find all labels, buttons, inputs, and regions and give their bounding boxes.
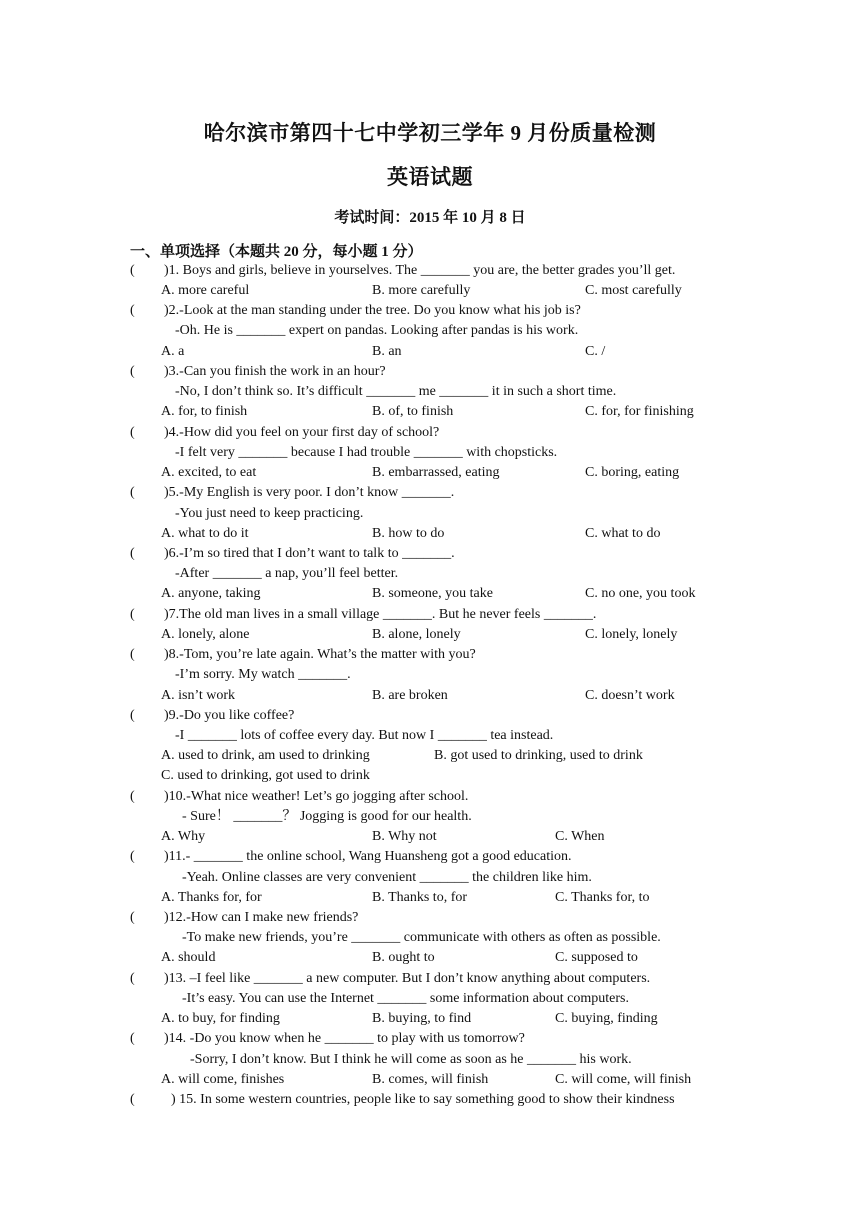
answer-paren: (	[130, 263, 135, 278]
q6-line2: -After _______ a nap, you’ll feel better.	[175, 566, 399, 581]
q11-option-a: A. Thanks for, for	[161, 890, 262, 905]
q7-option-c: C. lonely, lonely	[585, 627, 678, 642]
answer-paren: (	[130, 607, 135, 622]
q13-option-b: B. buying, to find	[372, 1011, 472, 1026]
question-7: )7.The old man lives in a small village _______. But he never feels _______.	[164, 607, 597, 622]
answer-paren: (	[130, 425, 135, 440]
q2-option-a: A. a	[161, 344, 185, 359]
q1-option-b: B. more carefully	[372, 283, 471, 298]
q11-option-c: C. Thanks for, to	[555, 890, 650, 905]
question-8: )8.-Tom, you’re late again. What’s the matter with you?	[164, 647, 476, 662]
question-1: )1. Boys and girls, believe in yourselves. The _______ you are, the better grades you’ll get.	[164, 263, 676, 278]
q5-line2: -You just need to keep practicing.	[175, 506, 364, 521]
q12-line2: -To make new friends, you’re _______ communicate with others as often as possible.	[182, 930, 661, 945]
q12-option-a: A. should	[161, 950, 216, 965]
exam-subject: 英语试题	[387, 165, 473, 189]
exam-time: 考试时间：2015 年 10 月 8 日	[334, 210, 526, 226]
q4-option-b: B. embarrassed, eating	[372, 465, 500, 480]
q4-line2: -I felt very _______ because I had trouble _______ with chopsticks.	[175, 445, 558, 460]
q3-option-c: C. for, for finishing	[585, 404, 694, 419]
q2-line2: -Oh. He is _______ expert on pandas. Looking after pandas is his work.	[175, 323, 579, 338]
q11-option-b: B. Thanks to, for	[372, 890, 468, 905]
q7-option-b: B. alone, lonely	[372, 627, 461, 642]
answer-paren: (	[130, 303, 135, 318]
q9-line2: -I _______ lots of coffee every day. But now I _______ tea instead.	[175, 728, 554, 743]
q14-line2: -Sorry, I don’t know. But I think he will come as soon as he _______ his work.	[190, 1052, 632, 1067]
q11-line2: -Yeah. Online classes are very convenient _______ the children like him.	[182, 870, 592, 885]
question-3: )3.-Can you finish the work in an hour?	[164, 364, 386, 379]
q12-option-c: C. supposed to	[555, 950, 638, 965]
question-9: )9.-Do you like coffee?	[164, 708, 295, 723]
q2-option-b: B. an	[372, 344, 402, 359]
q10-option-c: C. When	[555, 829, 605, 844]
q3-option-b: B. of, to finish	[372, 404, 454, 419]
q3-option-a: A. for, to finish	[161, 404, 248, 419]
answer-paren: (	[130, 708, 135, 723]
q8-option-c: C. doesn’t work	[585, 688, 675, 703]
q10-option-b: B. Why not	[372, 829, 437, 844]
answer-paren: (	[130, 364, 135, 379]
q14-option-b: B. comes, will finish	[372, 1072, 489, 1087]
question-14: )14. -Do you know when he _______ to play with us tomorrow?	[164, 1031, 525, 1046]
q13-option-c: C. buying, finding	[555, 1011, 658, 1026]
q5-option-c: C. what to do	[585, 526, 661, 541]
q13-line2: -It’s easy. You can use the Internet _______ some information about computers.	[182, 991, 630, 1006]
q6-option-a: A. anyone, taking	[161, 586, 261, 601]
q6-option-b: B. someone, you take	[372, 586, 493, 601]
question-15: ) 15. In some western countries, people like to say something good to show their kindness	[171, 1092, 675, 1107]
q7-option-a: A. lonely, alone	[161, 627, 250, 642]
q1-option-c: C. most carefully	[585, 283, 682, 298]
question-11: )11.- _______ the online school, Wang Huansheng got a good education.	[164, 849, 572, 864]
question-10: )10.-What nice weather! Let’s go jogging after school.	[164, 789, 469, 804]
q1-option-a: A. more careful	[161, 283, 250, 298]
q9-option-c: C. used to drinking, got used to drink	[161, 768, 370, 783]
q13-option-a: A. to buy, for finding	[161, 1011, 280, 1026]
answer-paren: (	[130, 849, 135, 864]
question-13: )13. –I feel like _______ a new computer. But I don’t know anything about computers.	[164, 971, 651, 986]
q14-option-c: C. will come, will finish	[555, 1072, 692, 1087]
answer-paren: (	[130, 789, 135, 804]
q10-option-a: A. Why	[161, 829, 206, 844]
answer-paren: (	[130, 971, 135, 986]
q8-line2: -I’m sorry. My watch _______.	[175, 667, 351, 682]
q10-line2: - Sure！ _______？ Jogging is good for our health.	[182, 809, 472, 824]
answer-paren: (	[130, 647, 135, 662]
q8-option-a: A. isn’t work	[161, 688, 236, 703]
answer-paren: (	[130, 910, 135, 925]
q9-option-b: B. got used to drinking, used to drink	[434, 748, 643, 763]
question-2: )2.-Look at the man standing under the tree. Do you know what his job is?	[164, 303, 581, 318]
question-4: )4.-How did you feel on your first day of school?	[164, 425, 440, 440]
answer-paren: (	[130, 1031, 135, 1046]
answer-paren: (	[130, 1092, 135, 1107]
question-6: )6.-I’m so tired that I don’t want to talk to _______.	[164, 546, 455, 561]
question-12: )12.-How can I make new friends?	[164, 910, 359, 925]
exam-title: 哈尔滨市第四十七中学初三学年 9 月份质量检测	[203, 121, 657, 145]
q9-option-a: A. used to drink, am used to drinking	[161, 748, 370, 763]
q6-option-c: C. no one, you took	[585, 586, 696, 601]
q5-option-b: B. how to do	[372, 526, 445, 541]
q2-option-c: C. /	[585, 344, 606, 359]
answer-paren: (	[130, 485, 135, 500]
q5-option-a: A. what to do it	[161, 526, 249, 541]
q4-option-c: C. boring, eating	[585, 465, 680, 480]
q14-option-a: A. will come, finishes	[161, 1072, 285, 1087]
answer-paren: (	[130, 546, 135, 561]
q12-option-b: B. ought to	[372, 950, 435, 965]
q3-line2: -No, I don’t think so. It’s difficult _______ me _______ it in such a short time.	[175, 384, 617, 399]
question-5: )5.-My English is very poor. I don’t know _______.	[164, 485, 455, 500]
section-title: 一、单项选择（本题共 20 分，每小题 1 分）	[130, 244, 423, 260]
q4-option-a: A. excited, to eat	[161, 465, 257, 480]
q8-option-b: B. are broken	[372, 688, 448, 703]
